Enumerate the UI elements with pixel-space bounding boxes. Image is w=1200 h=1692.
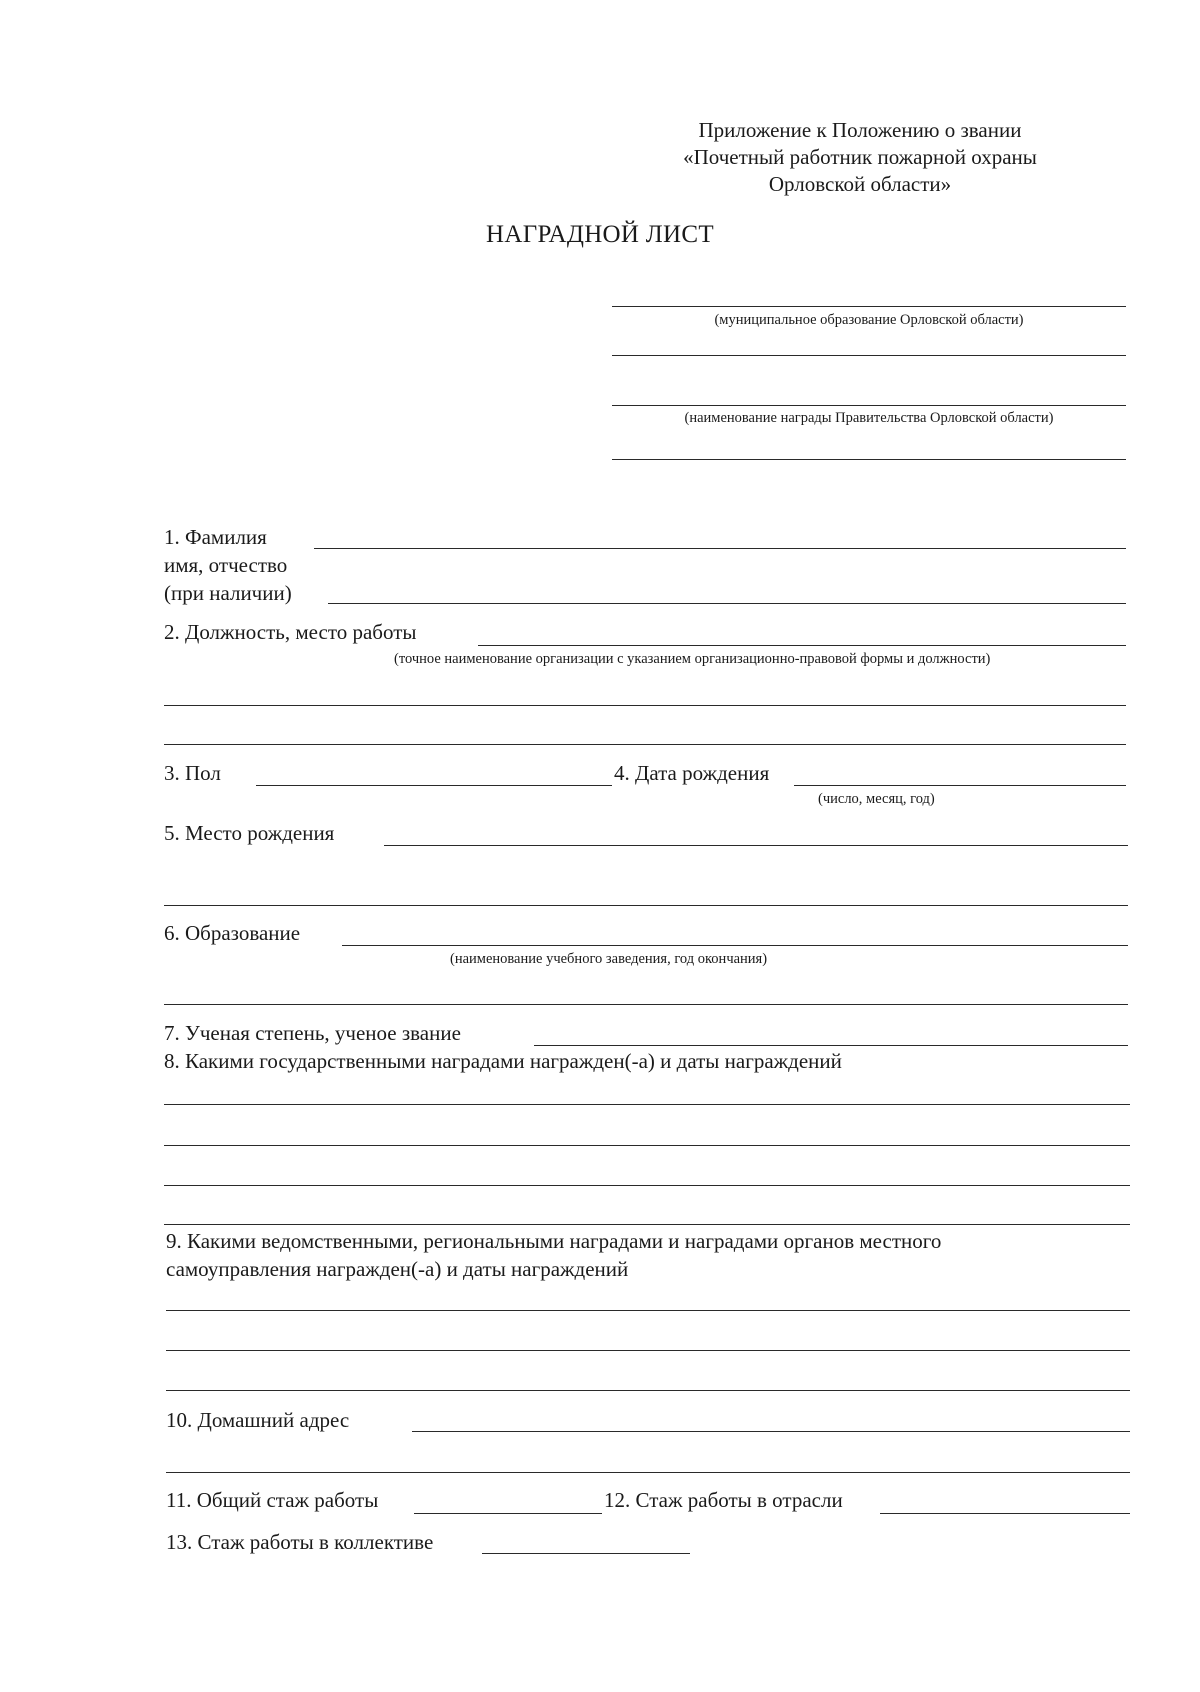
total-experience-field[interactable] (414, 1513, 602, 1514)
municipality-field[interactable] (612, 306, 1126, 307)
team-experience-field[interactable] (482, 1553, 690, 1554)
appendix-header-line-3: Орловской области» (768, 172, 952, 196)
award-name-field[interactable] (612, 405, 1126, 406)
award-name-caption: (наименование награды Правительства Орловской области) (684, 410, 1054, 426)
field-5-label: 5. Место рождения (164, 821, 335, 845)
home-address-field[interactable] (412, 1431, 1130, 1432)
birth-date-field[interactable] (794, 785, 1126, 786)
birth-place-field-line-2[interactable] (164, 905, 1128, 906)
position-caption: (точное наименование организации с указанием организационно-правовой формы и должности) (394, 651, 991, 667)
education-field-line-2[interactable] (164, 1004, 1128, 1005)
document-title: НАГРАДНОЙ ЛИСТ (486, 221, 714, 248)
education-field[interactable] (342, 945, 1128, 946)
appendix-header-line-2: «Почетный работник пожарной охраны (683, 145, 1037, 169)
field-13-label: 13. Стаж работы в коллективе (166, 1530, 434, 1554)
state-awards-field-line-3[interactable] (164, 1185, 1130, 1186)
field-2-label: 2. Должность, место работы (164, 620, 417, 644)
state-awards-field-line-2[interactable] (164, 1145, 1130, 1146)
education-caption: (наименование учебного заведения, год окончания) (450, 951, 768, 967)
state-awards-field-line-1[interactable] (164, 1104, 1130, 1105)
degree-field[interactable] (534, 1045, 1128, 1046)
sex-field[interactable] (256, 785, 612, 786)
field-6-label: 6. Образование (164, 921, 301, 945)
field-9-label-line-2: самоуправления награжден(-а) и даты награждений (166, 1257, 629, 1281)
award-name-field-extra[interactable] (612, 459, 1126, 460)
position-field-line-2[interactable] (164, 705, 1126, 706)
birth-place-field[interactable] (384, 845, 1128, 846)
field-10-label: 10. Домашний адрес (166, 1408, 350, 1432)
regional-awards-field-line-1[interactable] (166, 1310, 1130, 1311)
home-address-field-line-2[interactable] (166, 1472, 1130, 1473)
birth-date-caption: (число, месяц, год) (818, 791, 935, 807)
field-11-label: 11. Общий стаж работы (166, 1488, 379, 1512)
field-3-label: 3. Пол (164, 761, 221, 785)
name-patronymic-field[interactable] (328, 603, 1126, 604)
regional-awards-field-line-2[interactable] (166, 1350, 1130, 1351)
appendix-header-line-1: Приложение к Положению о звании (698, 118, 1022, 142)
field-4-label: 4. Дата рождения (614, 761, 770, 785)
municipality-caption: (муниципальное образование Орловской области) (714, 312, 1024, 328)
position-field[interactable] (478, 645, 1126, 646)
municipality-field-extra[interactable] (612, 355, 1126, 356)
field-9-label-line-1: 9. Какими ведомственными, региональными наградами и наградами органов местного (166, 1229, 942, 1253)
field-1-label-patronymic: (при наличии) (164, 581, 292, 605)
regional-awards-field-line-3[interactable] (166, 1390, 1130, 1391)
state-awards-field-line-4[interactable] (164, 1224, 1130, 1225)
position-field-line-3[interactable] (164, 744, 1126, 745)
field-12-label: 12. Стаж работы в отрасли (604, 1488, 843, 1512)
field-1-label-name: имя, отчество (164, 553, 288, 577)
industry-experience-field[interactable] (880, 1513, 1130, 1514)
field-7-label: 7. Ученая степень, ученое звание (164, 1021, 461, 1045)
appendix-header (560, 117, 1160, 198)
surname-field[interactable] (314, 548, 1126, 549)
field-8-label: 8. Какими государственными наградами награжден(-а) и даты награждений (164, 1049, 842, 1073)
field-1-label-surname: 1. Фамилия (164, 525, 267, 549)
